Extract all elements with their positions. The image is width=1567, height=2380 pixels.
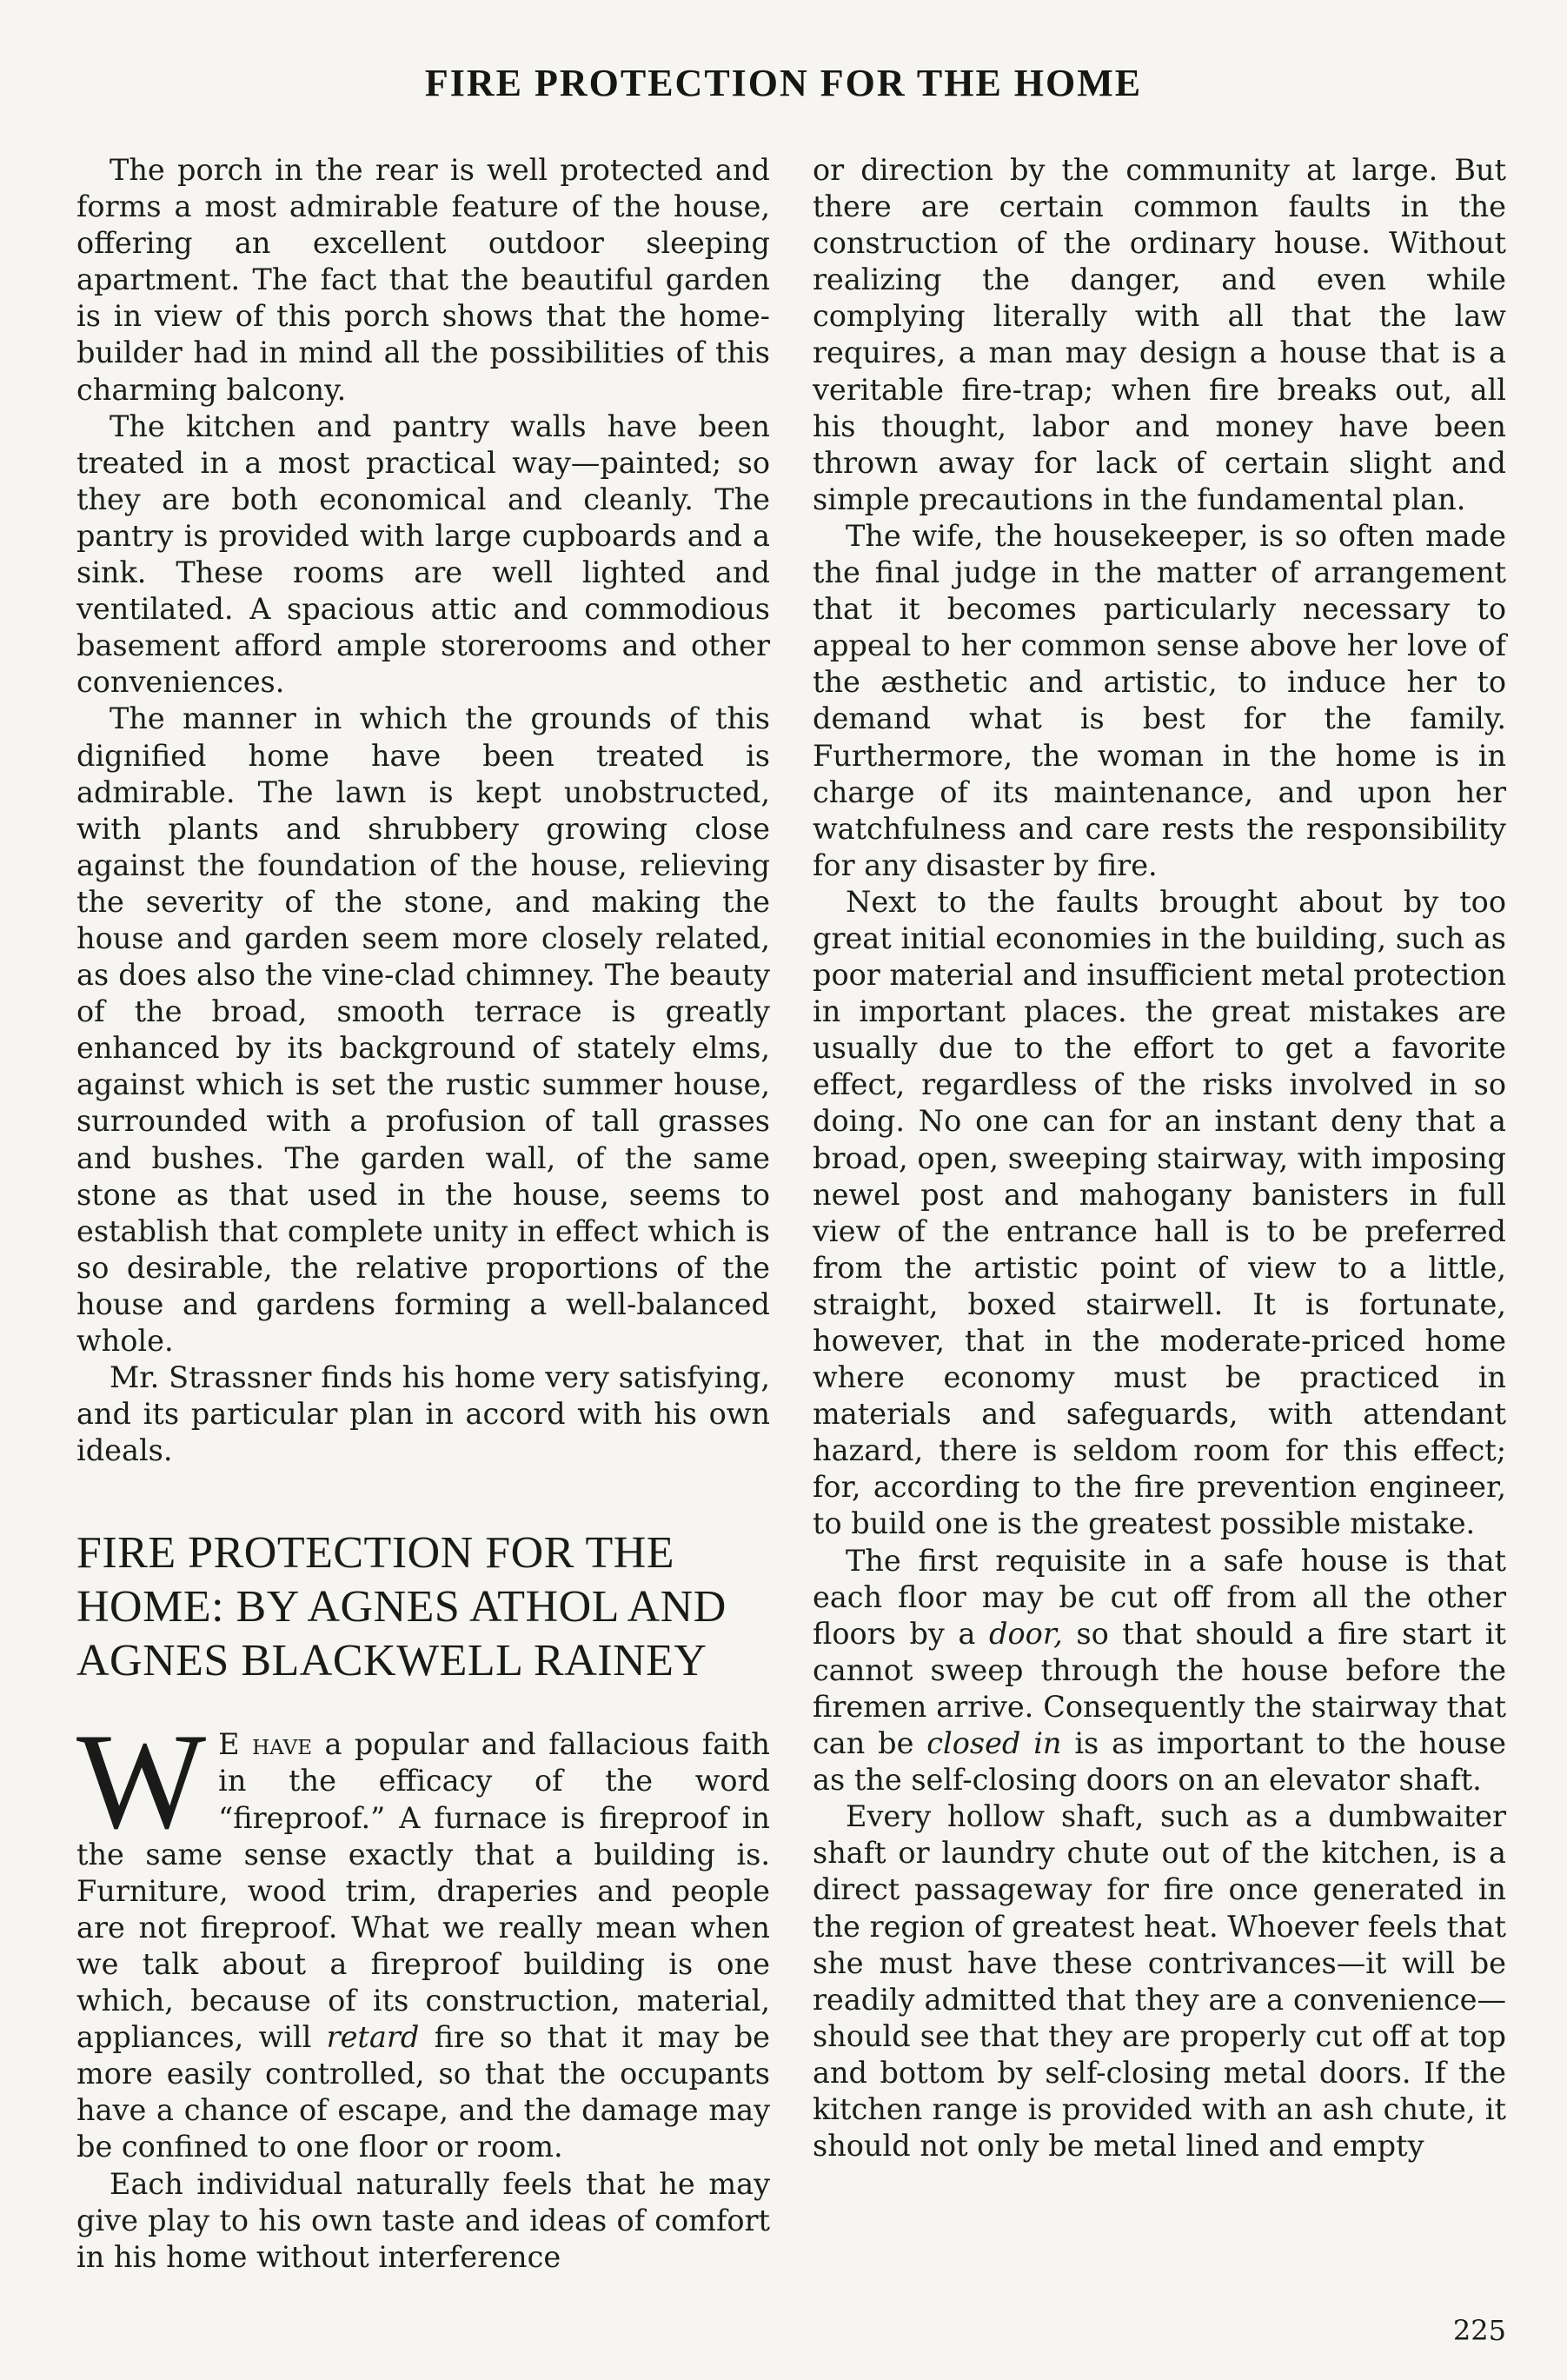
drop-cap: W (76, 1705, 207, 1858)
running-head: FIRE PROTECTION FOR THE HOME (424, 62, 1143, 104)
left-column (76, 152, 770, 2276)
paragraph: Next to the faults brought about by too great initial economies in the building, such as poor material and insufficient metal protection in important places. the great mistakes are usually due to the effort to get a favorite effect, regardless of the risks involved in so doing. No one can for an instant deny that a broad, open, sweeping stairway, with imposing newel post and mahogany banisters in full view of the entrance hall is to be preferred from the artistic point of view to a little, straight, boxed stairwell. It is fortunate, however, that in the moderate-priced home where economy must be practiced in materials and safeguards, with attendant hazard, there is seldom room for this effect; for, according to the fire prevention engineer, to build one is the greatest possible mistake. (813, 884, 1506, 1541)
dropcap-paragraph (76, 1705, 770, 2165)
italic-word: retard (326, 2020, 420, 2055)
paragraph-text: The first requisite in a safe house is that each floor may be cut off from all the other floors by a (813, 1543, 1506, 1651)
paragraph-text: a popular and fallacious faith in the efficacy of the word “fireproof.” A furnace is fireproof in the same sense exactly that a building is. Furniture, wood trim, draperies and people are not fireproof. What we really mean when we talk about a fireproof building is one which, because of its construction, material, appliances, will (76, 1727, 770, 2055)
right-column (813, 152, 1506, 2164)
paragraph-text: fire so that it may be more easily controlled, so that the occupants have a chance of escape, and the damage may be confined to one floor or room. (76, 2020, 770, 2164)
paragraph-text: is as important to the house as the self-closing doors on an elevator shaft. (813, 1726, 1506, 1798)
paragraph: Mr. Strassner finds his home very satisfying, and its particular plan in accord with his own ideals. (76, 1360, 770, 1468)
page-number: 225 (1452, 2314, 1506, 2347)
paragraph: The kitchen and pantry walls have been treated in a most practical way—painted; so they are both economical and cleanly. The pantry is provided with large cupboards and a sink. These rooms are well lighted and ventilated. A spacious attic and commodious basement afford ample storerooms and other conveniences. (76, 409, 770, 700)
paragraph: The wife, the housekeeper, is so often made the final judge in the matter of arrangement that it becomes particularly necessary to appeal to her common sense above her love of the æsthetic and artistic, to induce her to demand what is best for the family. Furthermore, the woman in the home is in charge of its maintenance, and upon her watchfulness and care rests the responsibility for any disaster by fire. (813, 518, 1506, 882)
italic-word: door, (989, 1616, 1063, 1651)
paragraph: or direction by the community at large. But there are certain common faults in the construction of the ordinary house. Without realizing the danger, and even while complying literally with all that the law requires, a man may design a house that is a veritable fire-trap; when fire breaks out, all his thought, labor and money have been thrown away for lack of certain slight and simple precautions in the fundamental plan. (813, 153, 1506, 516)
paragraph: The manner in which the grounds of this dignified home have been treated is admirable. The lawn is kept unobstructed, with plants and shrubbery growing close against the foundation of the house, relieving the severity of the stone, and making the house and garden seem more closely related, as does also the vine-clad chimney. The beauty of the broad, smooth terrace is greatly enhanced by its background of stately elms, against which is set the rustic summer house, surrounded with a profusion of tall grasses and bushes. The garden wall, of the same stone as that used in the house, seems to establish that complete unity in effect which is so desirable, the relative proportions of the house and gardens forming a well-balanced whole. (76, 701, 770, 1358)
paragraph-text: so that should a fire start it cannot sweep through the house before the firemen arrive. Consequently the stairway that can be (813, 1616, 1506, 1761)
article-title: FIRE PROTECTION FOR THE HOME: BY AGNES ATHOL AND AGNES BLACKWELL RAINEY (76, 1528, 727, 1686)
italic-word: closed in (926, 1726, 1062, 1761)
paragraph: Every hollow shaft, such as a dumbwaiter shaft or laundry chute out of the kitchen, is a direct passageway for fire once generated in the region of greatest heat. Whoever feels that she must have these contrivances—it will be readily admitted that they are a convenience—should see that they are properly cut off at top and bottom by self-closing metal doors. If the kitchen range is provided with an ash chute, it should not only be metal lined and empty (813, 1799, 1506, 2164)
small-caps-lead: E have (218, 1727, 312, 1762)
paragraph: Each individual naturally feels that he may give play to his own taste and ideas of comfort in his home without interference (76, 2166, 770, 2274)
paragraph: The porch in the rear is well protected and forms a most admirable feature of the house, offering an excellent outdoor sleeping apartment. The fact that the beautiful garden is in view of this porch shows that the home-builder had in mind all the possibilities of this charming balcony. (76, 153, 770, 407)
paragraph (813, 1543, 1506, 1799)
